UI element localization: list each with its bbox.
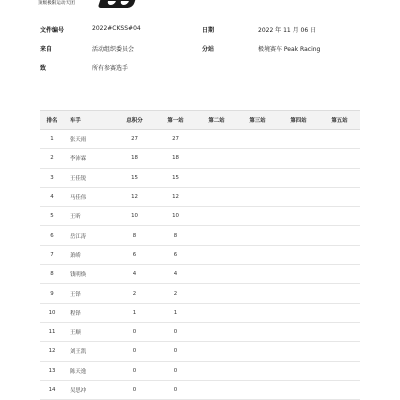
round-4-cell (278, 322, 319, 341)
round-3-cell (237, 322, 278, 341)
rank-cell: 2 (40, 149, 64, 168)
total-cell: 6 (114, 245, 155, 264)
table-row (40, 284, 360, 303)
driver-cell: 刘王凯 (64, 342, 114, 361)
header-round-2: 第二站 (196, 111, 237, 130)
round-5-cell (319, 187, 360, 206)
round-1-cell: 0 (155, 361, 196, 380)
table-row (40, 130, 360, 149)
total-cell: 12 (114, 187, 155, 206)
driver-cell: 李沛霖 (64, 149, 114, 168)
round-4-cell (278, 245, 319, 264)
round-5-cell (319, 226, 360, 245)
round-1-cell: 0 (155, 322, 196, 341)
rank-cell: 7 (40, 245, 64, 264)
document-info (40, 20, 360, 77)
driver-cell: 王铎 (64, 284, 114, 303)
round-3-cell (237, 187, 278, 206)
round-1-cell: 10 (155, 207, 196, 226)
round-2-cell (196, 361, 237, 380)
header-total-points: 总积分 (114, 111, 155, 130)
round-3-cell (237, 168, 278, 187)
from-label: 来自 (40, 46, 53, 53)
round-3-cell (237, 149, 278, 168)
round-5-cell (319, 380, 360, 399)
driver-cell: 吴思冲 (64, 380, 114, 399)
driver-cell: 王顺 (64, 322, 114, 341)
round-1-cell: 18 (155, 149, 196, 168)
station-value: 极境赛车 Peak Racing (258, 46, 321, 53)
rank-cell: 1 (40, 130, 64, 149)
round-1-cell: 4 (155, 265, 196, 284)
round-3-cell (237, 226, 278, 245)
table-row (40, 245, 360, 264)
rank-cell: 8 (40, 265, 64, 284)
round-4-cell (278, 342, 319, 361)
rank-cell: 3 (40, 168, 64, 187)
station-label: 分站 (202, 46, 215, 53)
round-3-cell (237, 361, 278, 380)
driver-cell: 王佳锐 (64, 168, 114, 187)
total-cell: 0 (114, 380, 155, 399)
rank-cell: 9 (40, 284, 64, 303)
header-driver: 车手 (64, 111, 114, 130)
round-3-cell (237, 207, 278, 226)
table-row (40, 226, 360, 245)
header-round-4: 第四站 (278, 111, 319, 130)
table-row (40, 380, 360, 399)
round-4-cell (278, 361, 319, 380)
round-2-cell (196, 130, 237, 149)
round-5-cell (319, 207, 360, 226)
rank-cell: 12 (40, 342, 64, 361)
rank-cell: 13 (40, 361, 64, 380)
total-cell: 4 (114, 265, 155, 284)
round-3-cell (237, 130, 278, 149)
round-2-cell (196, 284, 237, 303)
round-1-cell: 27 (155, 130, 196, 149)
round-5-cell (319, 322, 360, 341)
table-row (40, 168, 360, 187)
round-2-cell (196, 322, 237, 341)
driver-cell: 王昕 (64, 207, 114, 226)
round-1-cell: 0 (155, 380, 196, 399)
round-2-cell (196, 245, 237, 264)
file-number-label: 文件编号 (40, 27, 65, 34)
round-2-cell (196, 265, 237, 284)
table-row (40, 322, 360, 341)
round-1-cell: 2 (155, 284, 196, 303)
round-1-cell: 8 (155, 226, 196, 245)
brand-logo-icon (98, 0, 136, 8)
round-4-cell (278, 149, 319, 168)
total-cell: 2 (114, 284, 155, 303)
round-2-cell (196, 226, 237, 245)
total-cell: 1 (114, 303, 155, 322)
total-cell: 0 (114, 342, 155, 361)
round-1-cell: 12 (155, 187, 196, 206)
round-4-cell (278, 207, 319, 226)
driver-cell: 马佳伟 (64, 187, 114, 206)
round-1-cell: 6 (155, 245, 196, 264)
round-4-cell (278, 226, 319, 245)
round-2-cell (196, 303, 237, 322)
total-cell: 8 (114, 226, 155, 245)
round-4-cell (278, 284, 319, 303)
table-row (40, 361, 360, 380)
round-3-cell (237, 380, 278, 399)
rank-cell: 4 (40, 187, 64, 206)
round-3-cell (237, 245, 278, 264)
total-cell: 0 (114, 322, 155, 341)
round-2-cell (196, 168, 237, 187)
table-row (40, 149, 360, 168)
driver-cell: 陈天逸 (64, 361, 114, 380)
header-round-1: 第一站 (155, 111, 196, 130)
table-header-row (40, 111, 360, 130)
from-value: 活动组织委员会 (92, 46, 135, 53)
round-1-cell: 0 (155, 342, 196, 361)
rank-cell: 10 (40, 303, 64, 322)
header-rank: 排名 (40, 111, 64, 130)
driver-cell: 萧峤 (64, 245, 114, 264)
driver-cell: 钱明焕 (64, 265, 114, 284)
round-3-cell (237, 265, 278, 284)
table-row (40, 265, 360, 284)
round-5-cell (319, 265, 360, 284)
driver-cell: 张天雨 (64, 130, 114, 149)
round-3-cell (237, 342, 278, 361)
round-4-cell (278, 130, 319, 149)
round-2-cell (196, 207, 237, 226)
rank-cell: 6 (40, 226, 64, 245)
round-2-cell (196, 187, 237, 206)
round-2-cell (196, 342, 237, 361)
round-4-cell (278, 380, 319, 399)
round-5-cell (319, 361, 360, 380)
rank-cell: 14 (40, 380, 64, 399)
round-2-cell (196, 380, 237, 399)
round-2-cell (196, 149, 237, 168)
table-row (40, 342, 360, 361)
total-cell: 27 (114, 130, 155, 149)
rank-cell: 11 (40, 322, 64, 341)
round-4-cell (278, 168, 319, 187)
total-cell: 10 (114, 207, 155, 226)
round-4-cell (278, 187, 319, 206)
round-4-cell (278, 303, 319, 322)
round-5-cell (319, 149, 360, 168)
rank-cell: 5 (40, 207, 64, 226)
date-label: 日期 (202, 27, 215, 34)
round-1-cell: 15 (155, 168, 196, 187)
round-5-cell (319, 130, 360, 149)
round-1-cell: 1 (155, 303, 196, 322)
round-3-cell (237, 284, 278, 303)
banner-slogan: 顶级极限运动天团 (38, 1, 75, 6)
table-row (40, 207, 360, 226)
round-5-cell (319, 168, 360, 187)
file-number-value: 2022#CKSS#04 (92, 25, 141, 32)
to-label: 致 (40, 65, 47, 72)
header-round-3: 第三站 (237, 111, 278, 130)
info-row-file (40, 20, 360, 39)
round-3-cell (237, 303, 278, 322)
driver-cell: 程铎 (64, 303, 114, 322)
info-row-from (40, 39, 360, 58)
table-row (40, 187, 360, 206)
header-round-5: 第五站 (319, 111, 360, 130)
driver-cell: 岳江涛 (64, 226, 114, 245)
header-banner (38, 0, 134, 9)
round-5-cell (319, 245, 360, 264)
round-5-cell (319, 342, 360, 361)
total-cell: 18 (114, 149, 155, 168)
to-value: 所有参赛选手 (92, 65, 129, 72)
total-cell: 0 (114, 361, 155, 380)
standings-table (40, 110, 360, 400)
total-cell: 15 (114, 168, 155, 187)
round-5-cell (319, 284, 360, 303)
table-row (40, 303, 360, 322)
info-row-to (40, 58, 360, 77)
date-value: 2022 年 11 月 06 日 (258, 27, 317, 34)
round-4-cell (278, 265, 319, 284)
table-body (40, 130, 360, 400)
round-5-cell (319, 303, 360, 322)
